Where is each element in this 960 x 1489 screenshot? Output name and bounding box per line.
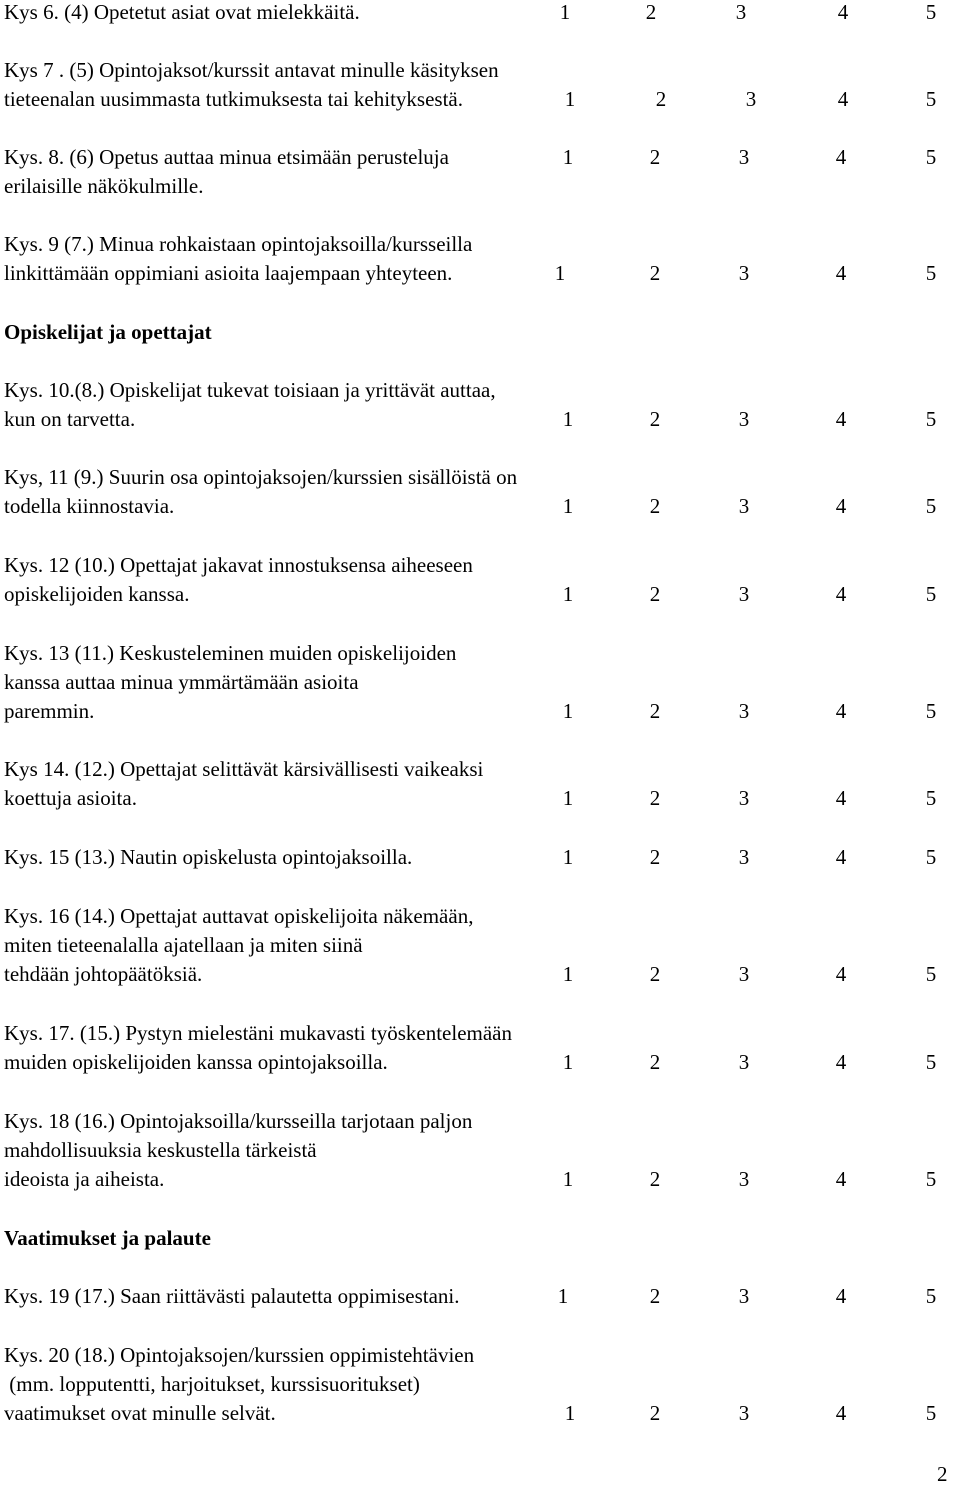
section-heading: Opiskelijat ja opettajat (4, 320, 212, 344)
scale-option-2[interactable]: 2 (649, 145, 661, 169)
scale-option-2[interactable]: 2 (649, 1284, 661, 1308)
scale-option-4[interactable]: 4 (835, 1167, 847, 1191)
scale-option-5[interactable]: 5 (925, 145, 937, 169)
question-text-line: (mm. lopputentti, harjoitukset, kurssisuoritukset) (4, 1372, 420, 1396)
scale-row (0, 845, 960, 869)
question-text-line: Kys. 13 (11.) Keskusteleminen muiden opiskelijoiden (4, 641, 457, 665)
scale-option-3[interactable]: 3 (738, 699, 750, 723)
scale-option-2[interactable]: 2 (645, 0, 657, 24)
scale-option-3[interactable]: 3 (738, 145, 750, 169)
scale-option-4[interactable]: 4 (835, 962, 847, 986)
scale-option-2[interactable]: 2 (649, 1401, 661, 1425)
question-text-line: Kys. 19 (17.) Saan riittävästi palautetta oppimisestani. (4, 1284, 460, 1308)
scale-row (0, 699, 960, 723)
scale-option-1[interactable]: 1 (557, 1284, 569, 1308)
scale-option-5[interactable]: 5 (925, 494, 937, 518)
scale-row (0, 582, 960, 606)
question-text-line: tieteenalan uusimmasta tutkimuksesta tai kehityksestä. (4, 87, 463, 111)
scale-row (0, 962, 960, 986)
question-text-line: erilaisille näkökulmille. (4, 174, 204, 198)
scale-option-1[interactable]: 1 (562, 786, 574, 810)
question-text-line: Kys. 12 (10.) Opettajat jakavat innostuksensa aiheeseen (4, 553, 473, 577)
scale-option-2[interactable]: 2 (649, 261, 661, 285)
scale-option-4[interactable]: 4 (835, 261, 847, 285)
question-text-line: Kys. 8. (6) Opetus auttaa minua etsimään perusteluja (4, 145, 449, 169)
scale-option-5[interactable]: 5 (925, 1284, 937, 1308)
question-text-line: Kys. 17. (15.) Pystyn mielestäni mukavasti työskentelemään (4, 1021, 512, 1045)
scale-option-4[interactable]: 4 (835, 1284, 847, 1308)
scale-option-5[interactable]: 5 (925, 845, 937, 869)
scale-option-3[interactable]: 3 (738, 786, 750, 810)
scale-option-4[interactable]: 4 (835, 145, 847, 169)
question-text-line: mahdollisuuksia keskustella tärkeistä (4, 1138, 317, 1162)
scale-option-3[interactable]: 3 (738, 1167, 750, 1191)
scale-option-2[interactable]: 2 (649, 699, 661, 723)
question-text-line: paremmin. (4, 699, 95, 723)
question-text-line: Kys 7 . (5) Opintojaksot/kurssit antavat minulle käsityksen (4, 58, 499, 82)
question-text-line: tehdään johtopäätöksiä. (4, 962, 203, 986)
scale-option-1[interactable]: 1 (562, 582, 574, 606)
scale-option-3[interactable]: 3 (738, 582, 750, 606)
scale-option-4[interactable]: 4 (835, 407, 847, 431)
scale-option-3[interactable]: 3 (735, 0, 747, 24)
scale-option-2[interactable]: 2 (649, 786, 661, 810)
scale-option-5[interactable]: 5 (925, 1401, 937, 1425)
scale-row (0, 0, 960, 24)
scale-row (0, 87, 960, 111)
question-text-line: Kys. 18 (16.) Opintojaksoilla/kursseilla tarjotaan paljon (4, 1109, 473, 1133)
scale-option-2[interactable]: 2 (649, 407, 661, 431)
scale-option-4[interactable]: 4 (837, 0, 849, 24)
scale-option-2[interactable]: 2 (649, 1050, 661, 1074)
scale-option-3[interactable]: 3 (738, 1284, 750, 1308)
question-text-line: Kys. 16 (14.) Opettajat auttavat opiskelijoita näkemään, (4, 904, 474, 928)
scale-row (0, 786, 960, 810)
scale-row (0, 261, 960, 285)
scale-option-1[interactable]: 1 (562, 407, 574, 431)
question-text-line: todella kiinnostavia. (4, 494, 175, 518)
scale-option-3[interactable]: 3 (738, 1401, 750, 1425)
scale-option-5[interactable]: 5 (925, 962, 937, 986)
scale-option-4[interactable]: 4 (835, 582, 847, 606)
question-text-line: muiden opiskelijoiden kanssa opintojaksoilla. (4, 1050, 388, 1074)
scale-option-4[interactable]: 4 (835, 1401, 847, 1425)
scale-option-2[interactable]: 2 (649, 845, 661, 869)
scale-option-2[interactable]: 2 (649, 1167, 661, 1191)
question-text-line: vaatimukset ovat minulle selvät. (4, 1401, 276, 1425)
question-text-line: Kys. 10.(8.) Opiskelijat tukevat toisiaan ja yrittävät auttaa, (4, 378, 496, 402)
scale-option-3[interactable]: 3 (738, 962, 750, 986)
scale-option-2[interactable]: 2 (649, 962, 661, 986)
scale-option-3[interactable]: 3 (738, 494, 750, 518)
scale-option-5[interactable]: 5 (925, 261, 937, 285)
scale-option-1[interactable]: 1 (562, 494, 574, 518)
scale-row (0, 145, 960, 169)
scale-row (0, 1050, 960, 1074)
scale-option-3[interactable]: 3 (738, 1050, 750, 1074)
scale-option-3[interactable]: 3 (745, 87, 757, 111)
question-text-line: miten tieteenalalla ajatellaan ja miten siinä (4, 933, 363, 957)
scale-option-4[interactable]: 4 (835, 699, 847, 723)
scale-option-2[interactable]: 2 (655, 87, 667, 111)
scale-option-5[interactable]: 5 (925, 87, 937, 111)
question-text-line: Kys, 11 (9.) Suurin osa opintojaksojen/kurssien sisällöistä on (4, 465, 518, 489)
scale-row (0, 1284, 960, 1308)
scale-option-1[interactable]: 1 (559, 0, 571, 24)
question-text-line: linkittämään oppimiani asioita laajempaan yhteyteen. (4, 261, 453, 285)
scale-option-5[interactable]: 5 (925, 582, 937, 606)
scale-option-2[interactable]: 2 (649, 582, 661, 606)
question-text-line: kanssa auttaa minua ymmärtämään asioita (4, 670, 359, 694)
scale-option-4[interactable]: 4 (835, 1050, 847, 1074)
scale-option-4[interactable]: 4 (835, 845, 847, 869)
scale-option-1[interactable]: 1 (562, 1050, 574, 1074)
question-text-line: Kys 14. (12.) Opettajat selittävät kärsivällisesti vaikeaksi (4, 757, 484, 781)
question-text-line: Kys. 9 (7.) Minua rohkaistaan opintojaksoilla/kursseilla (4, 232, 473, 256)
scale-option-1[interactable]: 1 (562, 962, 574, 986)
scale-option-4[interactable]: 4 (837, 87, 849, 111)
scale-row (0, 407, 960, 431)
scale-option-5[interactable]: 5 (925, 0, 937, 24)
scale-option-4[interactable]: 4 (835, 786, 847, 810)
scale-row (0, 1167, 960, 1191)
scale-option-3[interactable]: 3 (738, 845, 750, 869)
question-text-line: Kys 6. (4) Opetetut asiat ovat mielekkäitä. (4, 0, 360, 24)
question-text-line: Kys. 20 (18.) Opintojaksojen/kurssien oppimistehtävien (4, 1343, 475, 1367)
scale-option-2[interactable]: 2 (649, 494, 661, 518)
question-text-line: opiskelijoiden kanssa. (4, 582, 190, 606)
scale-option-1[interactable]: 1 (564, 1401, 576, 1425)
page-number: 2 (937, 1462, 948, 1486)
question-text-line: kun on tarvetta. (4, 407, 136, 431)
scale-option-5[interactable]: 5 (925, 699, 937, 723)
scale-option-4[interactable]: 4 (835, 494, 847, 518)
scale-option-5[interactable]: 5 (925, 1167, 937, 1191)
scale-option-1[interactable]: 1 (554, 261, 566, 285)
scale-row (0, 494, 960, 518)
scale-row (0, 1401, 960, 1425)
section-heading: Vaatimukset ja palaute (4, 1226, 211, 1250)
scale-option-5[interactable]: 5 (925, 1050, 937, 1074)
scale-option-3[interactable]: 3 (738, 407, 750, 431)
question-text-line: koettuja asioita. (4, 786, 137, 810)
question-text-line: ideoista ja aiheista. (4, 1167, 165, 1191)
question-text-line: Kys. 15 (13.) Nautin opiskelusta opintojaksoilla. (4, 845, 413, 869)
scale-option-1[interactable]: 1 (562, 145, 574, 169)
scale-option-1[interactable]: 1 (562, 845, 574, 869)
scale-option-5[interactable]: 5 (925, 786, 937, 810)
scale-option-5[interactable]: 5 (925, 407, 937, 431)
scale-option-1[interactable]: 1 (562, 1167, 574, 1191)
scale-option-1[interactable]: 1 (562, 699, 574, 723)
scale-option-3[interactable]: 3 (738, 261, 750, 285)
scale-option-1[interactable]: 1 (564, 87, 576, 111)
